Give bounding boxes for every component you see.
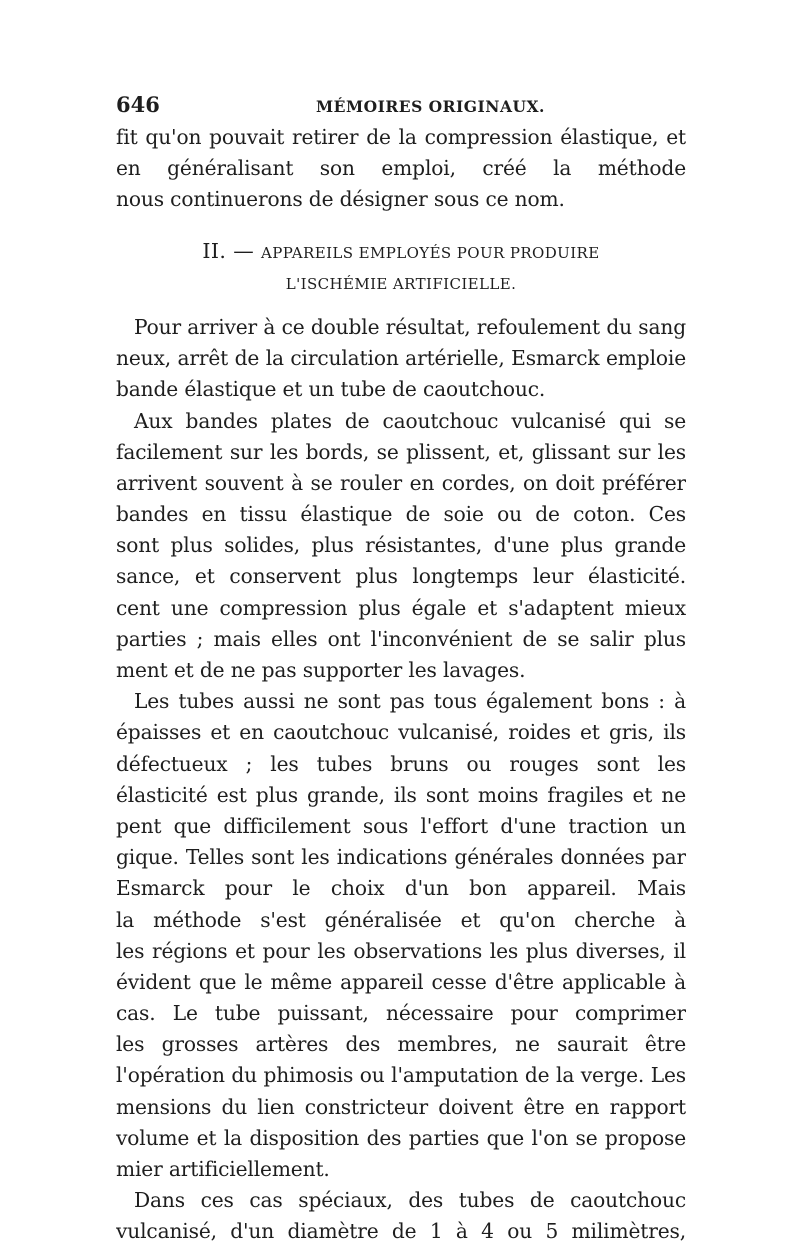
- section-heading: [116, 236, 686, 298]
- paragraph-3: [116, 686, 686, 1185]
- section-heading-line-2: [116, 267, 686, 298]
- text-line: en généralisant son emploi, créé la méthode: [116, 156, 686, 181]
- text-line: les régions et pour les observations les plus diverses, il: [116, 938, 686, 963]
- text-line: évident que le même appareil cesse d'être applicable à: [116, 969, 686, 994]
- text-line: sance, et conservent plus longtemps leur élasticité.: [116, 564, 686, 589]
- text-line: parties ; mais elles ont l'inconvénient de se salir plus: [116, 626, 686, 651]
- text-line: sont plus solides, plus résistantes, d'une plus grande: [116, 533, 686, 558]
- text-line: facilement sur les bords, se plissent, et, glissant sur les: [116, 439, 686, 464]
- section-numeral: II. —: [202, 238, 255, 263]
- page-number: 646: [116, 92, 160, 117]
- text-line: cent une compression plus égale et s'adaptent mieux: [116, 595, 686, 620]
- text-line: bande élastique et un tube de caoutchouc.: [116, 377, 546, 402]
- text-line: fit qu'on pouvait retirer de la compression élastique, et: [116, 125, 686, 149]
- text-line: gique. Telles sont les indications générales données par: [116, 845, 686, 870]
- text-line: nous continuerons de désigner sous ce nom.: [116, 187, 565, 212]
- section-heading-line-1: [116, 236, 686, 267]
- text-line: mensions du lien constricteur doivent être en rapport: [116, 1094, 686, 1119]
- paragraph-2: [116, 406, 686, 687]
- text-line: Les tubes aussi ne sont pas tous également bons : à: [134, 689, 686, 714]
- text-line: volume et la disposition des parties que l'on se propose: [116, 1125, 686, 1150]
- text-line: élasticité est plus grande, ils sont moins fragiles et ne: [116, 782, 686, 807]
- text-line: bandes en tissu élastique de soie ou de coton. Ces: [116, 502, 686, 527]
- intro-paragraph: [116, 122, 686, 216]
- section-title-part-1: APPAREILS EMPLOYÉS POUR PRODUIRE: [260, 243, 600, 262]
- text-line: cas. Le tube puissant, nécessaire pour comprimer: [116, 1001, 686, 1026]
- text-line: ment et de ne pas supporter les lavages.: [116, 658, 526, 682]
- text-line: vulcanisé, d'un diamètre de 1 à 4 ou 5 milimètres,: [116, 1219, 686, 1244]
- text-line: pent que difficilement sous l'effort d'une traction un: [116, 813, 686, 838]
- text-line: épaisses et en caoutchouc vulcanisé, roides et gris, ils: [116, 720, 686, 745]
- text-line: arrivent souvent à se rouler en cordes, on doit préférer: [116, 470, 686, 495]
- text-line: défectueux ; les tubes bruns ou rouges sont les: [116, 751, 686, 776]
- text-line: Pour arriver à ce double résultat, refoulement du sang: [134, 314, 686, 339]
- text-line: la méthode s'est généralisée et qu'on cherche à: [116, 907, 686, 932]
- text-line: Dans ces cas spéciaux, des tubes de caoutchouc: [134, 1188, 686, 1213]
- paragraph-4: [116, 1185, 686, 1247]
- body-text: [116, 122, 686, 1248]
- paragraph-1: [116, 312, 686, 406]
- text-line: Esmarck pour le choix d'un bon appareil. Mais: [116, 876, 686, 901]
- running-head: [116, 92, 686, 122]
- text-line: les grosses artères des membres, ne saurait être: [116, 1032, 686, 1057]
- text-line: l'opération du phimosis ou l'amputation de la verge. Les: [116, 1063, 686, 1088]
- text-line: Aux bandes plates de caoutchouc vulcanisé qui se: [134, 408, 686, 433]
- section-title-part-2: L'ISCHÉMIE ARTIFICIELLE.: [285, 274, 517, 293]
- text-line: neux, arrêt de la circulation artérielle, Esmarck emploie: [116, 346, 686, 371]
- text-line: mier artificiellement.: [116, 1157, 330, 1181]
- running-title: MÉMOIRES ORIGINAUX.: [316, 97, 545, 116]
